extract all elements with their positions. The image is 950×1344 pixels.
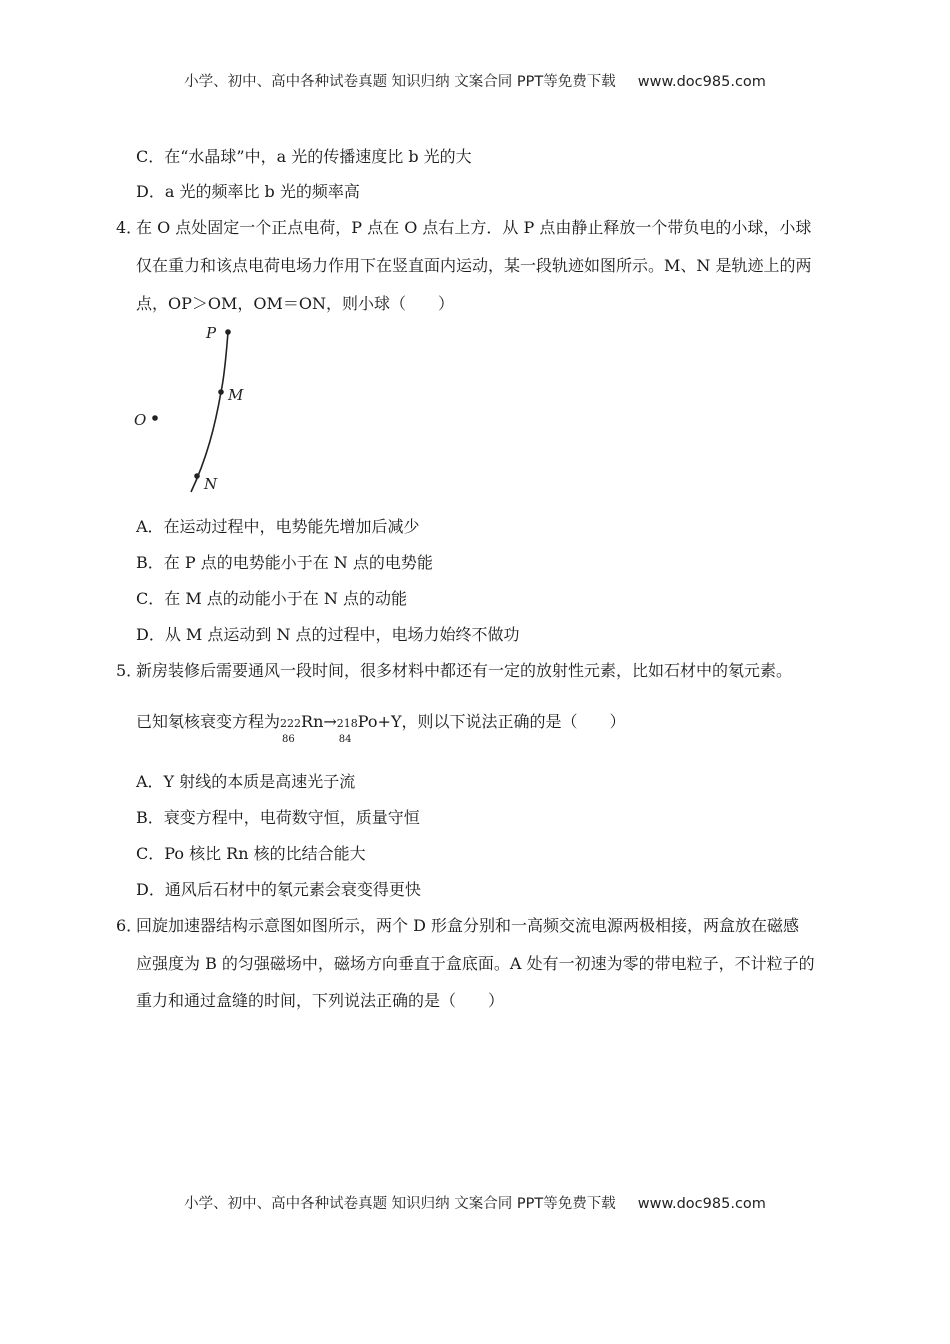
q4-number: 4．	[116, 218, 143, 237]
po-atomic-number: 84	[338, 734, 352, 745]
q3-option-d: D．a 光的频率比 b 光的频率高	[136, 182, 360, 201]
po-mass-number: 218	[336, 717, 358, 730]
rn-mass-number: 222	[280, 717, 302, 730]
footer-text: 小学、初中、高中各种试卷真题 知识归纳 文案合同 PPT等免费下载	[184, 1196, 616, 1212]
header-text: 小学、初中、高中各种试卷真题 知识归纳 文案合同 PPT等免费下载	[184, 74, 616, 90]
q5-option-d: D．通风后石材中的氡元素会衰变得更快	[136, 880, 421, 899]
q5-stem-line1: 新房装修后需要通风一段时间，很多材料中都还有一定的放射性元素，比如石材中的氡元素。	[136, 661, 793, 680]
label-o: O	[134, 411, 147, 429]
q6-stem-line3: 重力和通过盒缝的时间，下列说法正确的是（ ）	[136, 991, 505, 1010]
q3-option-c: C．在“水晶球”中，a 光的传播速度比 b 光的大	[136, 147, 472, 166]
q4-stem-line2: 仅在重力和该点电荷电场力作用下在竖直面内运动，某一段轨迹如图所示。M、N 是轨迹上的两	[136, 256, 812, 275]
po-symbol: Po+Y	[357, 712, 402, 731]
polonium-nuclide	[336, 712, 402, 745]
q5-decay-equation	[136, 712, 626, 745]
label-m: M	[228, 386, 244, 404]
label-n: N	[204, 475, 218, 493]
q4-option-d: D．从 M 点运动到 N 点的过程中，电场力始终不做功	[136, 625, 520, 644]
q4-option-c: C．在 M 点的动能小于在 N 点的动能	[136, 589, 407, 608]
q4-stem-line1: 在 O 点处固定一个正点电荷，P 点在 O 点右上方．从 P 点由静止释放一个带负电的小球，小球	[136, 218, 812, 237]
trajectory-curve	[191, 332, 228, 492]
q5-option-c: C．Po 核比 Rn 核的比结合能大	[136, 844, 366, 863]
q4-option-b: B．在 P 点的电势能小于在 N 点的电势能	[136, 553, 433, 572]
page-footer	[0, 1192, 950, 1213]
header-site-link[interactable]: www.doc985.com	[637, 74, 766, 90]
footer-site-link[interactable]: www.doc985.com	[637, 1196, 766, 1212]
label-p: P	[206, 324, 217, 342]
point-o-dot	[152, 415, 158, 421]
radon-nuclide	[280, 712, 324, 745]
q6-stem-line2: 应强度为 B 的匀强磁场中，磁场方向垂直于盒底面。A 处有一初速为零的带电粒子，不计粒子的	[136, 954, 815, 973]
rn-atomic-number: 86	[282, 734, 295, 745]
point-p-dot	[225, 329, 231, 335]
formula-prefix: 已知氡核衰变方程为	[136, 712, 281, 731]
q4-option-a: A．在运动过程中，电势能先增加后减少	[136, 517, 420, 536]
q5-option-a: A．Y 射线的本质是高速光子流	[136, 772, 356, 791]
rn-symbol: Rn	[301, 712, 324, 731]
q6-stem-line1: 回旋加速器结构示意图如图所示，两个 D 形盒分别和一高频交流电源两极相接，两盒放在磁感	[136, 916, 800, 935]
decay-arrow: →	[323, 712, 337, 731]
q5-option-b: B．衰变方程中，电荷数守恒，质量守恒	[136, 808, 420, 827]
q5-number: 5．	[116, 661, 143, 680]
point-m-dot	[218, 389, 224, 395]
formula-suffix: ，则以下说法正确的是（ ）	[401, 712, 626, 731]
q6-number: 6．	[116, 916, 143, 935]
q4-stem-line3: 点，OP＞OM，OM＝ON，则小球（ ）	[136, 294, 455, 313]
page-header	[0, 70, 950, 91]
point-n-dot	[194, 473, 200, 479]
q4-trajectory-figure	[125, 318, 245, 498]
